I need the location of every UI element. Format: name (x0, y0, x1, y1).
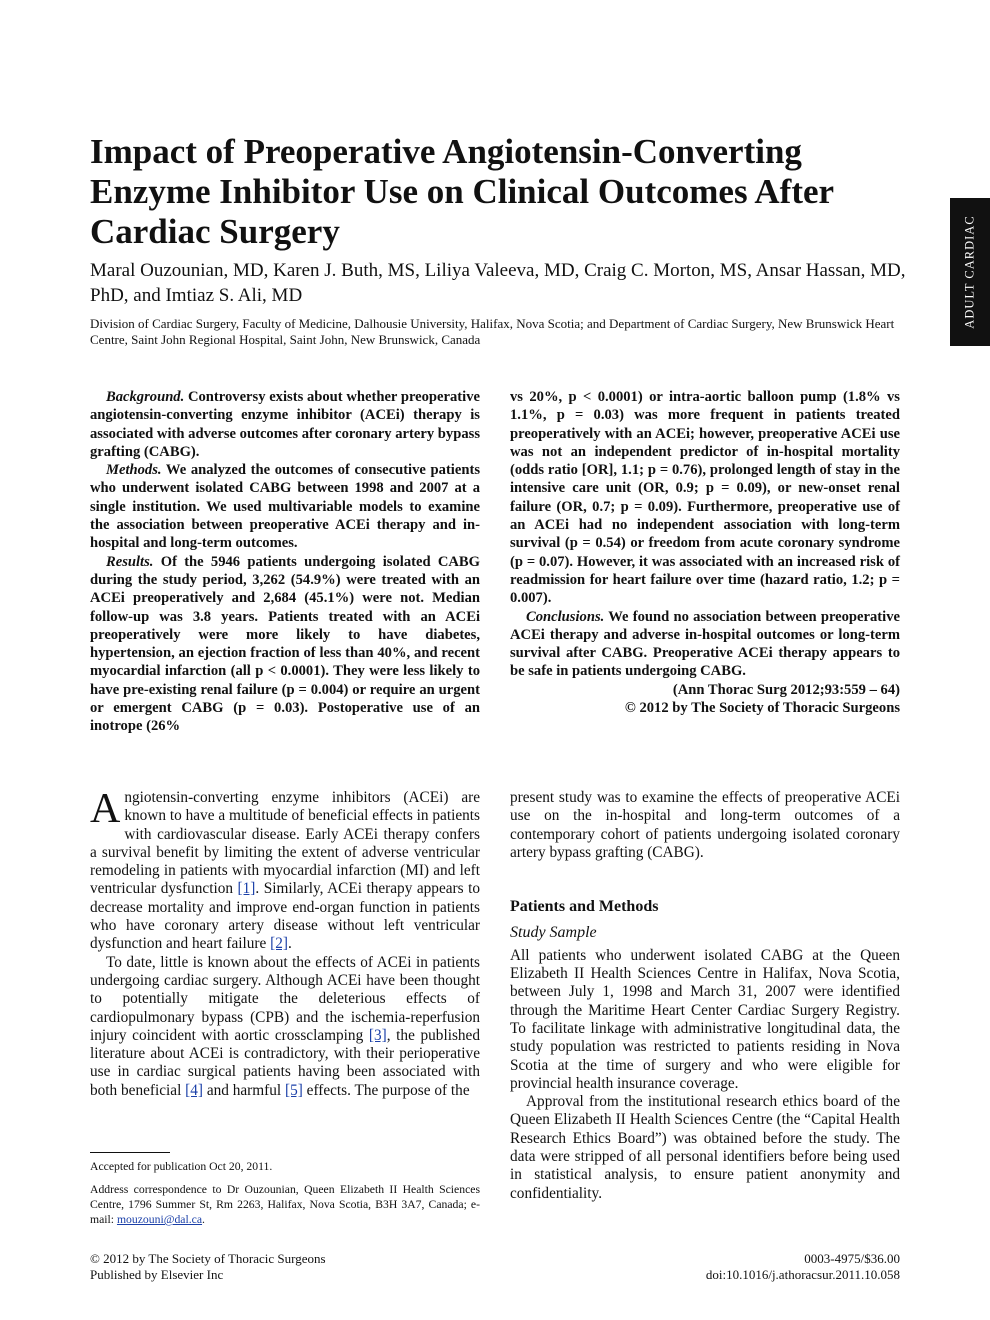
abstract-right-column (510, 388, 900, 717)
footer-right (706, 1251, 900, 1283)
footnote-rule (90, 1152, 170, 1153)
methods-text: We analyzed the outcomes of consecutive patients who underwent isolated CABG between 1998 and 2007 at a single institution. We used multivariable models to examine the association between preoperative ACEi therapy and in-hospital and long-term outcomes. (90, 462, 480, 552)
intro-text: effects. The purpose of the (302, 1081, 470, 1099)
affiliation: Division of Cardiac Surgery, Faculty of Medicine, Dalhousie University, Halifax, Nova Scotia; and Department of Cardiac Surgery, New Brunswick Heart Centre, Saint John Regional Hospital, Saint John, New Brunswick, Canada (90, 316, 895, 347)
methods-paragraph-1: All patients who underwent isolated CABG at the Queen Elizabeth II Health Sciences Centre in Halifax, Nova Scotia, between July 1, 1998 and March 31, 2007 were identified through the Maritime Heart Center Cardiac Surgery Registry. To facilitate linkage with administrative longitudinal data, the study population was restricted to patients residing in Nova Scotia at the time of surgery and who were eligible for provincial health insurance coverage. (510, 946, 900, 1092)
footer-publisher: Published by Elsevier Inc (90, 1267, 224, 1282)
reference-link-1[interactable]: [1] (237, 880, 256, 898)
journal-citation: (Ann Thorac Surg 2012;93:559 – 64) (672, 681, 900, 698)
footer-copyright: © 2012 by The Society of Thoracic Surgeons (90, 1251, 326, 1266)
abstract-copyright: © 2012 by The Society of Thoracic Surgeons (624, 700, 900, 717)
section-heading: Patients and Methods (510, 898, 659, 916)
correspondence-note (90, 1182, 480, 1227)
footer-doi: doi:10.1016/j.athoracsur.2011.10.058 (705, 1267, 900, 1282)
correspondence-text: . (202, 1213, 205, 1226)
conclusions-label: Conclusions. (526, 608, 605, 625)
methods-paragraph-2: Approval from the institutional research ethics board of the Queen Elizabeth II Health Sciences Centre (the “Capital Health Research Ethics Board”) was obtained before the study. The data were stripped of all personal identifiers before being used in statistical analysis, to ensure patient anonymity and confidentiality. (510, 1093, 900, 1202)
methods-label: Methods. (106, 462, 162, 479)
body-left-column (90, 786, 480, 1100)
abstract-results (90, 553, 480, 736)
body-right-column (510, 789, 900, 1203)
intro-text: , the published literature about ACEi is contradictory, with their perioperative use in cardiac surgical patients having been associated with both beneficial (90, 1026, 480, 1099)
results-label: Results. (106, 553, 154, 570)
subsection-heading: Study Sample (510, 924, 597, 942)
reference-link-4[interactable]: [4] (185, 1081, 203, 1099)
intro-paragraph-3: present study was to examine the effects of preoperative ACEi use on the in-hospital and long-term outcomes of a contemporary cohort of patients undergoing isolated coronary artery bypass grafting (CABG). (510, 789, 900, 861)
abstract-methods (90, 461, 480, 552)
abstract-results-continued: vs 20%, p < 0.0001) or intra-aortic balloon pump (1.8% vs 1.1%, p = 0.03) was more frequent in patients treated preoperatively with an ACEi; however, preoperative ACEi use was not an independent predictor of in-hospital mortality (odds ratio [OR], 1.1; p = 0.76), prolonged length of stay in the intensive care unit (OR, 0.9; p = 0.09), or new-onset renal failure (OR, 0.7; p = 0.09). Furthermore, preoperative use of an ACEi had no independent association with long-term survival (p = 0.54) or freedom from acute coronary syndrome (p = 0.07). However, it was associated with an increased risk of readmission for heart failure over time (hazard ratio, 1.2; p = 0.007). (510, 389, 900, 607)
email-link[interactable]: mouzouni@dal.ca (116, 1213, 203, 1226)
abstract-left-column (90, 388, 480, 736)
section-tab (950, 198, 990, 346)
results-text: Of the 5946 patients undergoing isolated CABG during the study period, 3,262 (54.9%) were treated with an ACEi preoperatively and 2,684 (45.1%) were not. Median follow-up was 3.8 years. Patients treated with an ACEi preoperatively were more likely to have diabetes, hypertension, an ejection fraction of less than 40%, and recent myocardial infarction (all p < 0.0001). They were less likely to have pre-existing renal failure (p = 0.004) or require an urgent or emergent CABG (p = 0.03). Postoperative use of an inotrope (26% (90, 553, 480, 735)
reference-link-3[interactable]: [3] (368, 1026, 387, 1044)
reference-link-2[interactable]: [2] (270, 935, 288, 953)
intro-paragraph-2 (90, 954, 480, 1100)
article-title: Impact of Preoperative Angiotensin-Converting Enzyme Inhibitor Use on Clinical Outcomes After Cardiac Surgery (90, 132, 834, 251)
abstract-conclusions (510, 608, 900, 681)
intro-text: and harmful (203, 1081, 285, 1099)
background-text: Controversy exists about whether preoperative angiotensin-converting enzyme inhibitor (ACEi) therapy is associated with adverse outcomes after coronary artery bypass grafting (CABG). (90, 389, 480, 460)
accepted-note: Accepted for publication Oct 20, 2011. (90, 1160, 273, 1173)
author-list: Maral Ouzounian, MD, Karen J. Buth, MS, Liliya Valeeva, MD, Craig C. Morton, MS, Ansar Hassan, MD, PhD, and Imtiaz S. Ali, MD (90, 260, 906, 306)
footer-left (90, 1251, 326, 1283)
intro-text: . (287, 935, 292, 953)
correspondence-text: Address correspondence to Dr Ouzounian, Queen Elizabeth II Health Sciences Centre, 1796 Summer St, Rm 2263, Halifax, Nova Scotia, B3H 3A7, Canada; e-mail: (90, 1183, 480, 1226)
section-tab-label: ADULT CARDIAC (962, 215, 977, 329)
intro-text: ngiotensin-converting enzyme inhibitors (ACEi) are known to have a multitude of beneficial effects in patients with cardiovascular disease. Early ACEi therapy confers a survival benefit by limiting the extent of adverse ventricular remodeling in patients with myocardial infarction (MI) and left ventricular dysfunction (90, 789, 480, 898)
intro-text: . Similarly, ACEi therapy appears to decrease mortality and improve end-organ function in patients who have coronary artery disease without left ventricular dysfunction and heart failure (90, 880, 480, 953)
drop-cap: A (90, 786, 121, 832)
conclusions-text: We found no association between preoperative ACEi therapy and adverse in-hospital outcomes or long-term survival after CABG. Preoperative ACEi therapy appears to be safe in patients undergoing CABG. (510, 608, 900, 680)
reference-link-5[interactable]: [5] (284, 1081, 303, 1099)
intro-text: To date, little is known about the effects of ACEi in patients undergoing cardiac surgery. Although ACEi have been thought to potentially mitigate the deleterious effects of cardiopulmonary bypass (CPB) and the ischemia-reperfusion injury coincident with aortic crossclamping (90, 953, 480, 1044)
abstract-background (90, 388, 480, 461)
intro-paragraph-1 (90, 786, 480, 954)
background-label: Background. (106, 389, 185, 405)
footer-issn: 0003-4975/$36.00 (804, 1251, 900, 1266)
